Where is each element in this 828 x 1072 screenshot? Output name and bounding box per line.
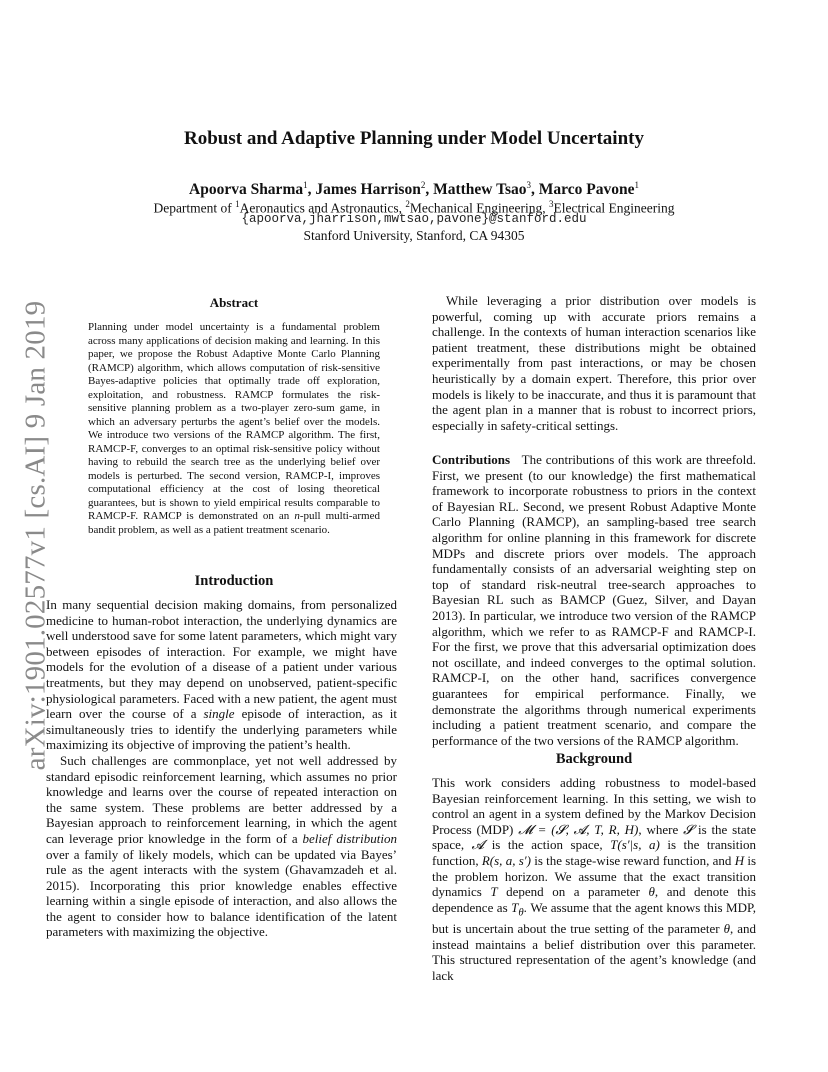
author-name: James Harrison bbox=[315, 181, 421, 199]
abstract-heading: Abstract bbox=[209, 295, 259, 310]
university-address: Stanford University, Stanford, CA 94305 bbox=[303, 228, 525, 243]
intro-paragraph: In many sequential decision making domains, from personalized medicine to human-robot interaction, the underlying dynamics are well understood save for some latent parameters, which might vary between episodes of interaction. For example, we might have models for the evolution of a disease of a patient under various treatments, but they may depend on unobserved, patient-specific physiological parameters. Faced with a new patient, the agent must learn over the course of a single episode of interaction, as it simultaneously tries to identify the underlying parameters while maximizing its objective of improving the patient’s health. bbox=[46, 597, 397, 753]
introduction-heading: Introduction bbox=[194, 573, 274, 589]
background-heading: Background bbox=[555, 751, 633, 767]
background-paragraph: This work considers adding robustness to model-based Bayesian reinforcement learning. In this setting, we wish to control an agent in a system defined by the Markov Decision Process (MDP) 𝓜 = (𝓢, 𝓐, T, R, H), where 𝓢 is the state space, 𝓐 is the action space, T(s′|s, a) is the transition function, R(s, a, s′) is the stage-wise reward function, and H is the problem horizon. We assume that the exact transition dynamics T depend on a parameter θ, and denote this dependence as $T_\theta$. We assume that the agent knows this MDP, but is uncertain about the true setting of the parameter θ, and instead maintains a belief distribution over this parameter. This structured representation of the agent’s knowledge (and lack bbox=[432, 775, 757, 983]
author-affil-mark: 1 bbox=[303, 180, 308, 190]
author-emails: {apoorva,jharrison,mwtsao,pavone}@stanford.edu bbox=[241, 212, 587, 226]
author-affil-mark: 3 bbox=[526, 180, 532, 190]
author-list: Apoorva Sharma$^1$, James Harrison$^2$, Matthew Tsao$^3$, Marco Pavone$^1$ bbox=[189, 180, 639, 199]
background-body bbox=[432, 775, 756, 983]
arxiv-id-text: arXiv:1901.02577v1 [cs.AI] 9 Jan 2019 bbox=[19, 300, 52, 770]
author-name: Marco Pavone bbox=[538, 181, 635, 199]
contributions-heading: Contributions bbox=[432, 452, 511, 467]
author-name: Matthew Tsao bbox=[433, 181, 527, 199]
affiliation-line: Department of $^1$Aeronautics and Astronautics, $^2$Mechanical Engineering, $^3$Electrical Engineering bbox=[153, 199, 675, 216]
abstract-body: Planning under model uncertainty is a fundamental problem across many applications of decision making and learning. In this paper, we propose the Robust Adaptive Monte Carlo Planning (RAMCP) algorithm, which allows computation of risk-sensitive Bayes-adaptive policies that optimally trade off exploration, exploitation, and robustness. RAMCP formulates the risk-sensitive planning problem as a two-player zero-sum game, in which an adversary perturbs the agent’s belief over the models. We introduce two versions of the RAMCP algorithm. The first, RAMCP-F, converges to an optimal risk-sensitive policy without having to rebuild the search tree as the underlying belief over models is perturbed. The second version, RAMCP-I, improves computational efficiency at the cost of losing theoretical guarantees, but is shown to yield empirical results comparable to RAMCP-F. RAMCP is demonstrated on an n-pull multi-armed bandit problem, as well as a patient treatment scenario. bbox=[88, 321, 380, 536]
right-intro-body bbox=[432, 293, 756, 433]
author-affil-mark: 1 bbox=[634, 180, 639, 190]
author-name: Apoorva Sharma bbox=[189, 181, 304, 199]
contributions-paragraph: Contributions The contributions of this work are threefold. First, we present (to our knowledge) the first mathematical framework to incorporate robustness to priors in the context of Bayesian RL. Second, we present Robust Adaptive Monte Carlo Planning (RAMCP), an sampling-based tree search algorithm for online planning in this framework for discrete MDPs and discrete priors over models. The approach fundamentally consists of an adversarial weighting step on top of standard risk-neutral tree-search approaches to Bayesian RL such as BAMCP (Guez, Silver, and Dayan 2013). In particular, we introduce two version of the RAMCP algorithm, which we refer to as RAMCP-F and RAMCP-I. For the first, we prove that this adversarial optimization does not oscillate, and indeed converges to the optimal solution. RAMCP-I, on the other hand, sacrifices convergence guarantees for empirical performance. Finally, we demonstrate the algorithms through numerical experiments including a patient treatment scenario, and compare the performance of the two versions of the RAMCP algorithm. bbox=[432, 452, 756, 748]
intro-paragraph: Such challenges are commonplace, yet not well addressed by standard episodic reinforcement learning, which assumes no prior knowledge and learns over the course of repeated interaction on the same system. These problems are better addressed by a Bayesian approach to reinforcement learning, in which the agent can leverage prior knowledge in the form of a belief distribution over a family of likely models, which can be updated via Bayes’ rule as the agent interacts with the system (Ghavamzadeh et al. 2015). Incorporating this prior knowledge enables effective learning within a single episode of interaction, and also allows the the agent to consider how to balance identification of the latent parameters with maximizing the objective. bbox=[46, 752, 398, 940]
right-intro-paragraph: While leveraging a prior distribution over models is powerful, coming up with accurate priors remains a challenge. In the contexts of human interaction scenarios like patient treatment, these distributions might be obtained experimentally from past interactions, or may be chosen heuristically by a domain expert. Therefore, this prior over models is likely to be inaccurate, and thus it is paramount that the agent plan in a manner that is robust to incorrect priors, especially in safety-critical settings. bbox=[432, 293, 756, 433]
paper-title: Robust and Adaptive Planning under Model Uncertainty bbox=[184, 128, 644, 149]
author-affil-mark: 2 bbox=[420, 180, 426, 190]
introduction-body bbox=[46, 597, 397, 940]
contributions-body bbox=[432, 452, 756, 748]
